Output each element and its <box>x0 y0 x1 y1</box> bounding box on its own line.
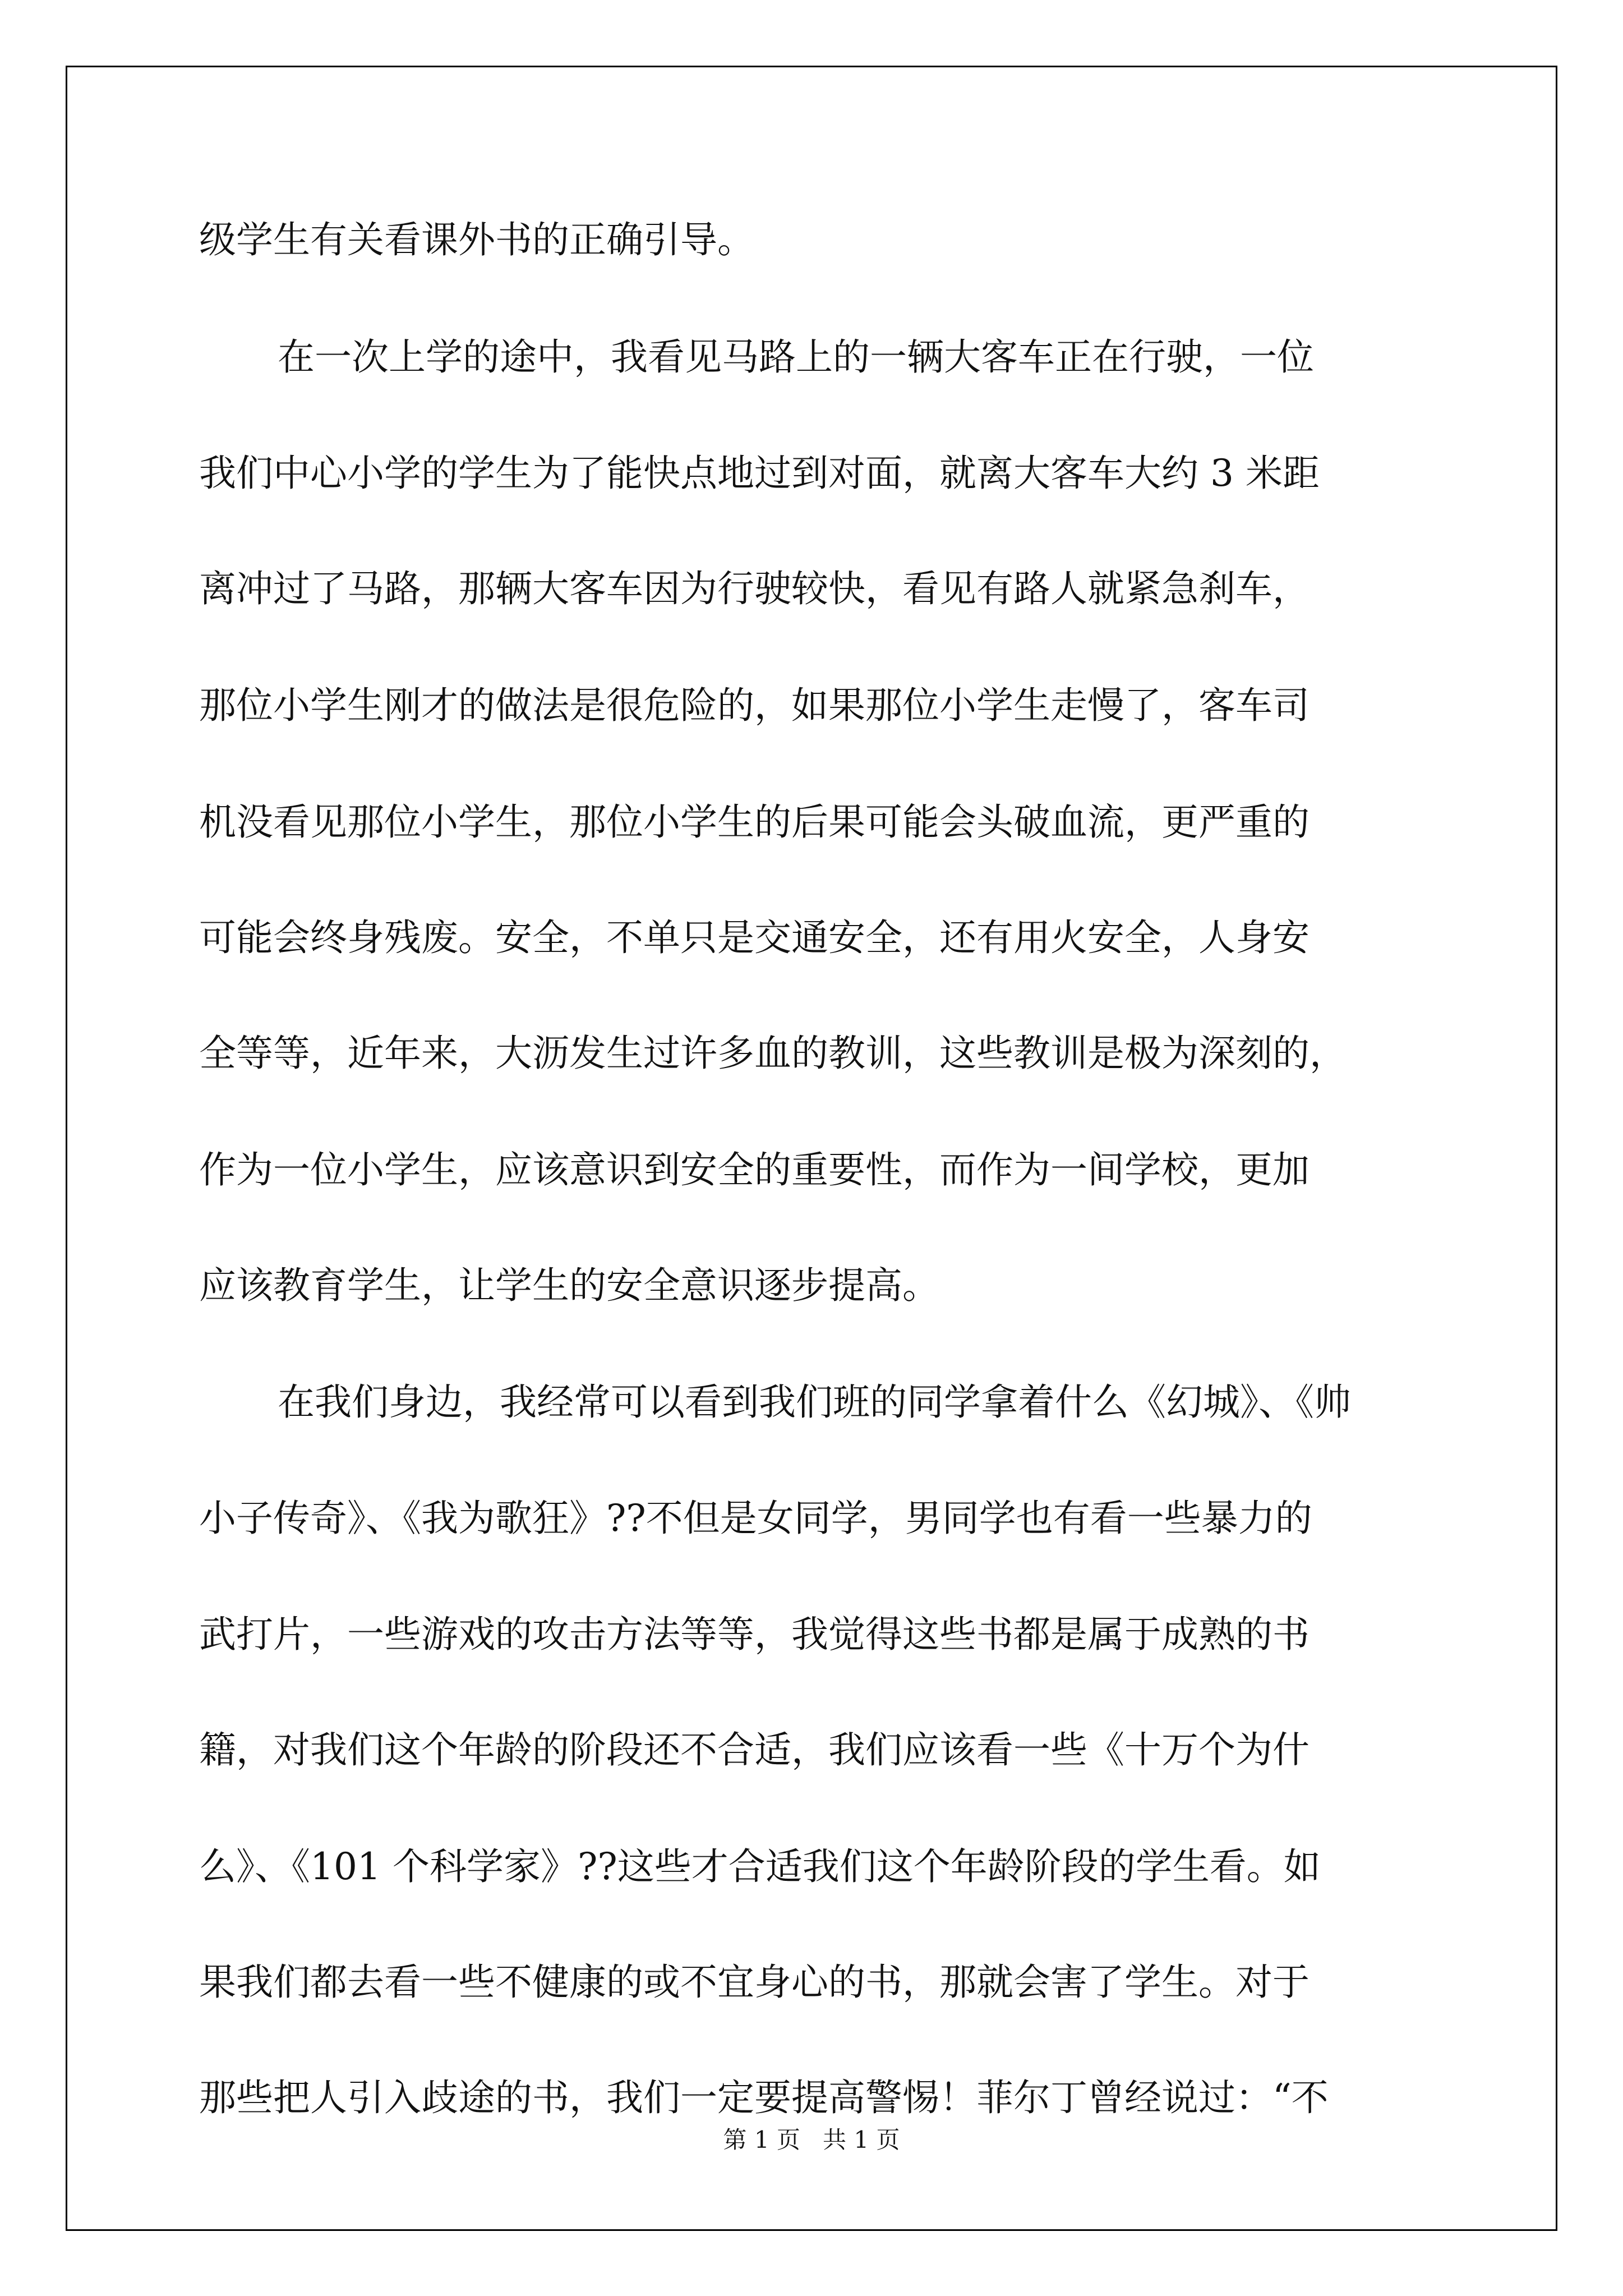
text-line: 可能会终身残废。安全，不单只是交通安全，还有用火安全，人身安 <box>199 916 1310 959</box>
page-number-footer: 第 1 页 共 1 页 <box>723 2126 900 2154</box>
text-line: 武打片，一些游戏的攻击方法等等，我觉得这些书都是属于成熟的书 <box>199 1613 1310 1656</box>
text-line: 籍，对我们这个年龄的阶段还不合适，我们应该看一些《十万个为什 <box>199 1728 1310 1772</box>
text-line: 级学生有关看课外书的正确引导。 <box>199 218 754 261</box>
text-line: 作为一位小学生，应该意识到安全的重要性，而作为一间学校，更加 <box>199 1148 1310 1191</box>
text-line: 我们中心小学的学生为了能快点地过到对面，就离大客车大约 3 米距 <box>199 452 1320 495</box>
text-line: 机没看见那位小学生，那位小学生的后果可能会头破血流，更严重的 <box>199 800 1310 844</box>
text-line: 那位小学生刚才的做法是很危险的，如果那位小学生走慢了，客车司 <box>199 684 1310 727</box>
text-line: 全等等，近年来，大沥发生过许多血的教训，这些教训是极为深刻的， <box>199 1032 1347 1075</box>
paragraph-start-line: 在我们身边，我经常可以看到我们班的同学拿着什么《幻城》、《帅 <box>278 1381 1351 1424</box>
text-line: 么》、《101 个科学家》??这些才合适我们这个年龄阶段的学生看。如 <box>199 1845 1321 1888</box>
paragraph-start-line: 在一次上学的途中，我看见马路上的一辆大客车正在行驶，一位 <box>278 335 1314 379</box>
text-line: 小子传奇》、《我为歌狂》??不但是女同学，男同学也有看一些暴力的 <box>199 1497 1312 1540</box>
text-line: 那些把人引入歧途的书，我们一定要提高警惕！菲尔丁曾经说过：“不 <box>199 2076 1329 2119</box>
text-line: 果我们都去看一些不健康的或不宜身心的书，那就会害了学生。对于 <box>199 1961 1310 2004</box>
text-line: 离冲过了马路，那辆大客车因为行驶较快，看见有路人就紧急刹车， <box>199 567 1310 610</box>
text-line: 应该教育学生，让学生的安全意识逐步提高。 <box>199 1264 939 1307</box>
